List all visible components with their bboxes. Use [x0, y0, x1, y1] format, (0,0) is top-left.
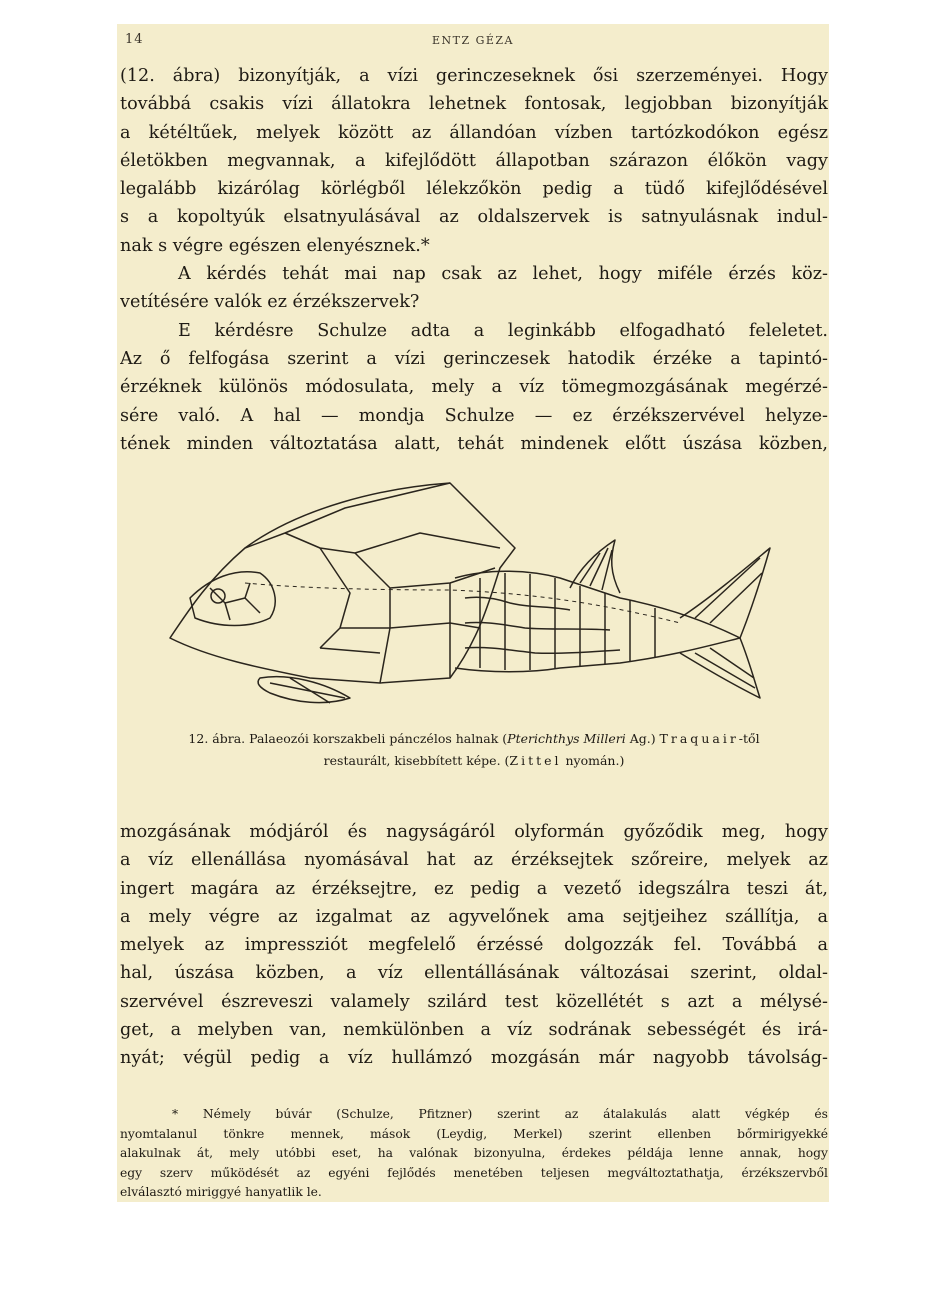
text-line: (12. ábra) bizonyítják, a vízi gerinczeseknek ősi szerzeményei. Hogy [120, 66, 828, 86]
body-text-top [120, 62, 828, 458]
text-line: továbbá csakis vízi állatokra lehetnek fontosak, legjobban bizonyítják [120, 94, 828, 115]
footnote-line: * Némely búvár (Schulze, Pfitzner) szerint az átalakulás alatt végkép és [172, 1107, 828, 1121]
caption-text: -től [738, 731, 760, 746]
text-line: életökben megvannak, a kifejlődött állapotban szárazon élőkön vagy [120, 150, 828, 171]
figure-caption [120, 728, 828, 772]
fossil-fish-illustration [150, 478, 790, 708]
caption-text: 12. ábra. Palaeozói korszakbeli pánczélos halnak ( [188, 731, 508, 746]
text-line: nak s végre egészen elenyésznek.* [120, 235, 430, 256]
footnote-line: elválasztó miriggyé hanyatlik le. [120, 1185, 322, 1199]
text-line: s a kopoltyúk elsatnyulásával az oldalszervek is satnyulásnak indul- [120, 207, 828, 228]
text-line: nyát; végül pedig a víz hullámzó mozgásán már nagyobb távolság- [120, 1048, 828, 1069]
caption-author: Traquair [659, 731, 739, 746]
running-title: ENTZ GÉZA [431, 34, 515, 47]
caption-text: restaurált, kisebbített képe. ( [323, 753, 510, 768]
text-line: E kérdésre Schulze adta a leginkább elfogadható feleletet. [178, 320, 828, 341]
text-line: vetítésére valók ez érzékszervek? [120, 292, 420, 313]
text-line: a kétéltűek, melyek között az állandóan vízben tartózkodókon egész [120, 122, 828, 143]
page-number: 14 [125, 32, 144, 47]
text-line: get, a melyben van, nemkülönben a víz sodrának sebességét és irá- [120, 1020, 828, 1041]
caption-text: Ag.) [625, 731, 660, 746]
caption-source: Zittel [509, 753, 562, 768]
text-line: sére való. A hal — mondja Schulze — ez érzékszervével helyze- [120, 405, 828, 426]
text-line: legalább kizárólag körlégből lélekzőkön pedig a tüdő kifejlődésével [120, 179, 828, 200]
caption-species: Pterichthys Milleri [507, 731, 626, 746]
text-line: ingert magára az érzéksejtre, ez pedig a vezető idegszálra teszi át, [120, 878, 828, 899]
caption-line-2 [120, 750, 828, 772]
page-header [117, 28, 829, 50]
text-line: A kérdés tehát mai nap csak az lehet, hogy miféle érzés köz- [178, 264, 828, 285]
text-line: mozgásának módjáról és nagyságáról olyformán győződik meg, hogy [120, 822, 828, 842]
text-line: szervével észreveszi valamely szilárd test közellétét s azt a mélysé- [120, 991, 828, 1012]
body-text-bottom [120, 818, 828, 1073]
footnote-line: nyomtalanul tönkre mennek, mások (Leydig, Merkel) szerint ellenben bőrmirigyekké [120, 1126, 828, 1141]
caption-line-1 [120, 728, 828, 750]
text-line: melyek az impressziót megfelelő érzéssé dolgozzák fel. Továbbá a [120, 935, 828, 956]
text-line: Az ő felfogása szerint a vízi gerinczesek hatodik érzéke a tapintó- [120, 348, 828, 369]
text-line: hal, úszása közben, a víz ellentállásának változásai szerint, oldal- [120, 963, 828, 984]
text-line: a víz ellenállása nyomásával hat az érzéksejtek szőreire, melyek az [120, 850, 828, 871]
text-line: érzéknek különös módosulata, mely a víz tömegmozgásának megérzé- [120, 377, 828, 398]
caption-text: nyomán.) [561, 753, 625, 768]
footnote [120, 1105, 828, 1203]
text-line: tének minden változtatása alatt, tehát mindenek előtt úszása közben, [120, 433, 828, 454]
footnote-line: alakulnak át, mely utóbbi eset, ha valónak bizonyulna, érdekes példája lenne annak, hogy [120, 1146, 828, 1160]
text-line: a mely végre az izgalmat az agyvelőnek ama sejtjeihez szállítja, a [120, 906, 828, 927]
footnote-line: egy szerv működését az egyéni fejlődés menetében teljesen megváltoztathatja, érzékszervből [120, 1165, 828, 1180]
